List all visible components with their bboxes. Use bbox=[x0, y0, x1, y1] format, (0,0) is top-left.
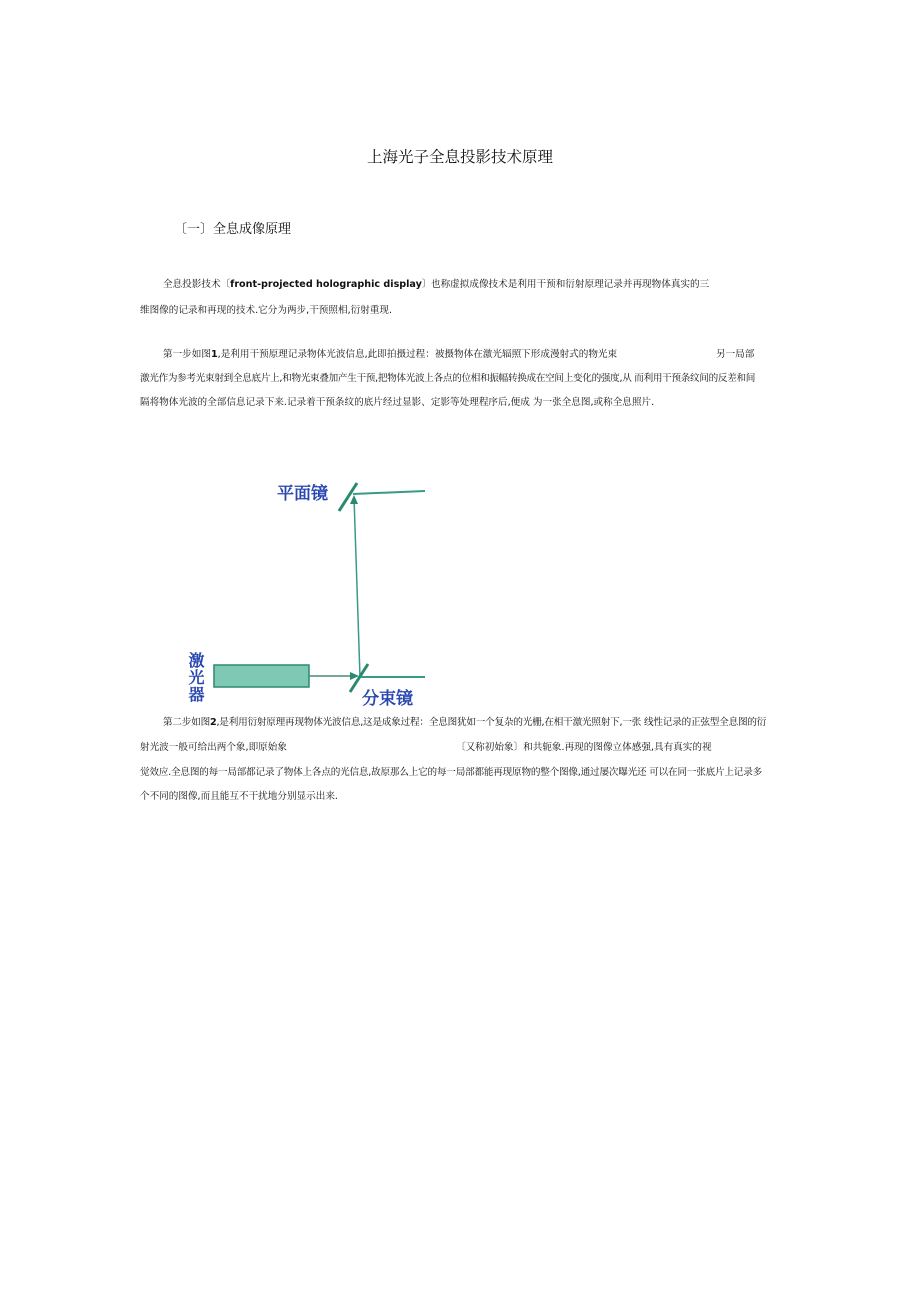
label-beam-splitter: 分束镜 bbox=[362, 689, 413, 709]
laser-body bbox=[214, 665, 309, 687]
label-plane-mirror: 平面镜 bbox=[277, 484, 328, 504]
paragraph-2-line-2: 激光作为参考光束射到全息底片上,和物光束叠加产生干预,把物体光波上各点的位相和振幅转换成在空间上变化的强度,从 而利用干预条纹间的反差和间 bbox=[140, 373, 756, 384]
section-heading: 〔一〕全息成像原理 bbox=[174, 222, 292, 237]
page-title: 上海光子全息投影技术原理 bbox=[366, 148, 553, 166]
paragraph-1-line-1a: 全息投影技术〔front-projected holographic display〕 bbox=[163, 279, 432, 290]
label-laser: 激光器 bbox=[186, 652, 205, 703]
paragraph-3-line-3: 觉效应.全息图的每一局部都记录了物体上各点的光信息,故原那么上它的每一局部都能再现原物的整个图像,通过屡次曝光还 可以在同一张底片上记录多 bbox=[140, 767, 762, 778]
paragraph-3-line-1: 第二步如图2,是利用衍射原理再现物体光波信息,这是成象过程：全息图犹如一个复杂的光栅,在相干激光照射下,一张 线性记录的正弦型全息图的衍 bbox=[163, 717, 767, 728]
paragraph-3-line-4: 个不同的图像,而且能互不干扰地分别显示出来. bbox=[140, 791, 338, 802]
paragraph-2-line-1b: 另一局部 bbox=[716, 349, 755, 360]
paragraph-3-line-2b: 〔又称初始象〕和共轭象.再现的图像立体感强,具有真实的视 bbox=[456, 742, 712, 753]
figure-1-diagram bbox=[170, 470, 430, 710]
beam-vertical bbox=[354, 497, 360, 677]
beam-horizontal-top bbox=[353, 491, 425, 494]
paragraph-2-line-3: 隔将物体光波的全部信息记录下来.记录着干预条纹的底片经过显影、定影等处理程序后,便成 为一张全息图,或称全息照片. bbox=[140, 397, 655, 408]
paragraph-3-line-2a: 射光波一般可给出两个象,即原始象 bbox=[140, 742, 287, 753]
paragraph-2-line-1a: 第一步如图1,是利用干预原理记录物体光波信息,此即拍摄过程：被摄物体在激光辐照下形成漫射式的物光束 bbox=[163, 349, 618, 360]
paragraph-1-line-1b: 也称虚拟成像技术是利用干预和衍射原理记录并再现物体真实的三 bbox=[431, 279, 710, 290]
arrow-up-icon bbox=[350, 495, 358, 504]
paragraph-1-line-2: 维图像的记录和再现的技术.它分为两步,干预照相,衍射重现. bbox=[140, 305, 393, 316]
